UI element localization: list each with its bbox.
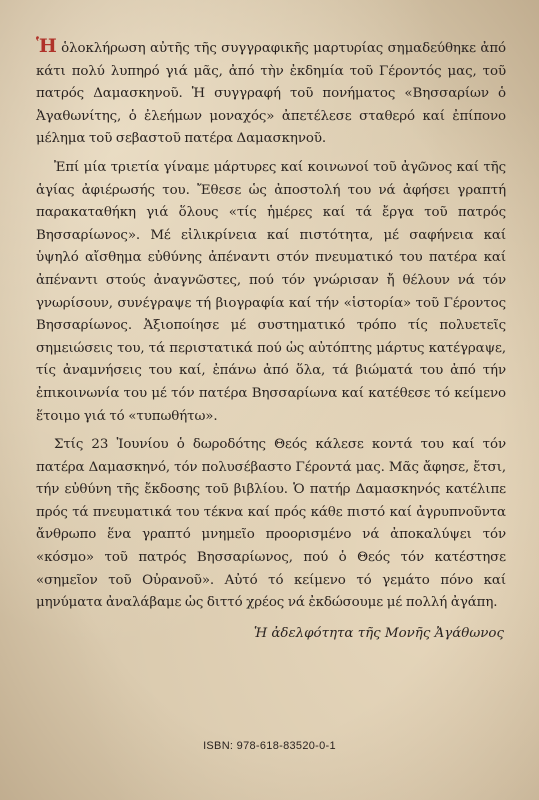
paragraph-1 — [36, 35, 506, 151]
back-cover-text — [36, 35, 506, 645]
signature: Ἡ ἀδελφότητα τῆς Μονῆς Ἀγάθωνος — [253, 625, 504, 641]
drop-cap: Ἡ — [36, 35, 57, 57]
paragraph-2: Ἐπί μία τριετία γίναμε μάρτυρες καί κοινωνοί τοῦ ἀγῶνος καί τῆς ἁγίας ἀφιέρωσής του. Ἔθεσε ὡς ἀποστολή του νά ἀφήσει γραπτή παρακαταθήκη γιά ὅλους «τίς ἡμέρες καί τά ἔργα τοῦ πατρός Βησσαρίωνος». Μέ εἰλικρίνεια καί πιστότητα, μέ σαφήνεια καί ὑψηλό αἴσθημα εὐθύνης ἀπέναντι στόν πνευματικό του πατέρα καί ἀπέναντι στούς ἀναγνῶστες, πού τόν γνώρισαν ἤ θέλουν νά τόν γνωρίσουν, συνέγραψε τή βιογραφία καί τήν «ἱστορία» τοῦ Γέροντος Βησσαρίωνος. Ἀξιοποίησε μέ συστηματικό τρόπο τίς πολυετεῖς σημειώσεις του, τά περιστατικά πού ὡς αὐτόπτης μάρτυς κατέγραψε, τίς ἀναμνήσεις του καί, ἐπάνω ἀπό ὅλα, τά βιώματά του ἀπό τήν ἐπικοινωνία του μέ τόν πατέρα Βησσαρίωνα καί κατέθεσε τό κείμενο ἕτοιμο γιά τό «τυπωθήτω». — [36, 159, 506, 424]
paragraph-3: Στίς 23 Ἰουνίου ὁ δωροδότης Θεός κάλεσε κοντά του καί τόν πατέρα Δαμασκηνό, τόν πολυσέβαστο Γέροντά μας. Μᾶς ἄφησε, ἔτσι, τήν εὐθύνη τῆς ἔκδοσης τοῦ βιβλίου. Ὁ πατήρ Δαμασκηνός κατέλιπε πρός τά πνευματικά του τέκνα καί πρός κάθε πιστό καί ἀγρυπνοῦντα ἄνθρωπο ἕνα γραπτό μνημεῖο προορισμένο νά ἀποκαλύψει τόν «κόσμο» τοῦ πατρός Βησσαρίωνος, πού ὁ Θεός τόν κατέστησε «σημεῖον τοῦ Οὐρανοῦ». Αὐτό τό κείμενο τό γεμάτο πόνο καί μηνύματα ἀναλάβαμε ὡς διττό χρέος νά ἐκδώσουμε μέ πολλή ἀγάπη. — [36, 437, 506, 611]
isbn-number: ISBN: 978-618-83520-0-1 — [203, 740, 336, 752]
paragraph-1-text: ὁλοκλήρωση αὐτῆς τῆς συγγραφικῆς μαρτυρίας σημαδεύθηκε ἀπό κάτι πολύ λυπηρό γιά μᾶς, ἀπό τὴν ἐκδημία τοῦ Γέροντός μας, τοῦ πατρός Δαμασκηνοῦ. Ἡ συγγραφή τοῦ πονήματος «Βησσαρίων ὁ Ἀγαθωνίτης, ὁ ἐλεήμων μοναχός» ἀπετέλεσε σταθερό καί ἐπίπονο μέλημα τοῦ σεβαστοῦ πατέρα Δαμασκηνοῦ. — [36, 41, 506, 147]
